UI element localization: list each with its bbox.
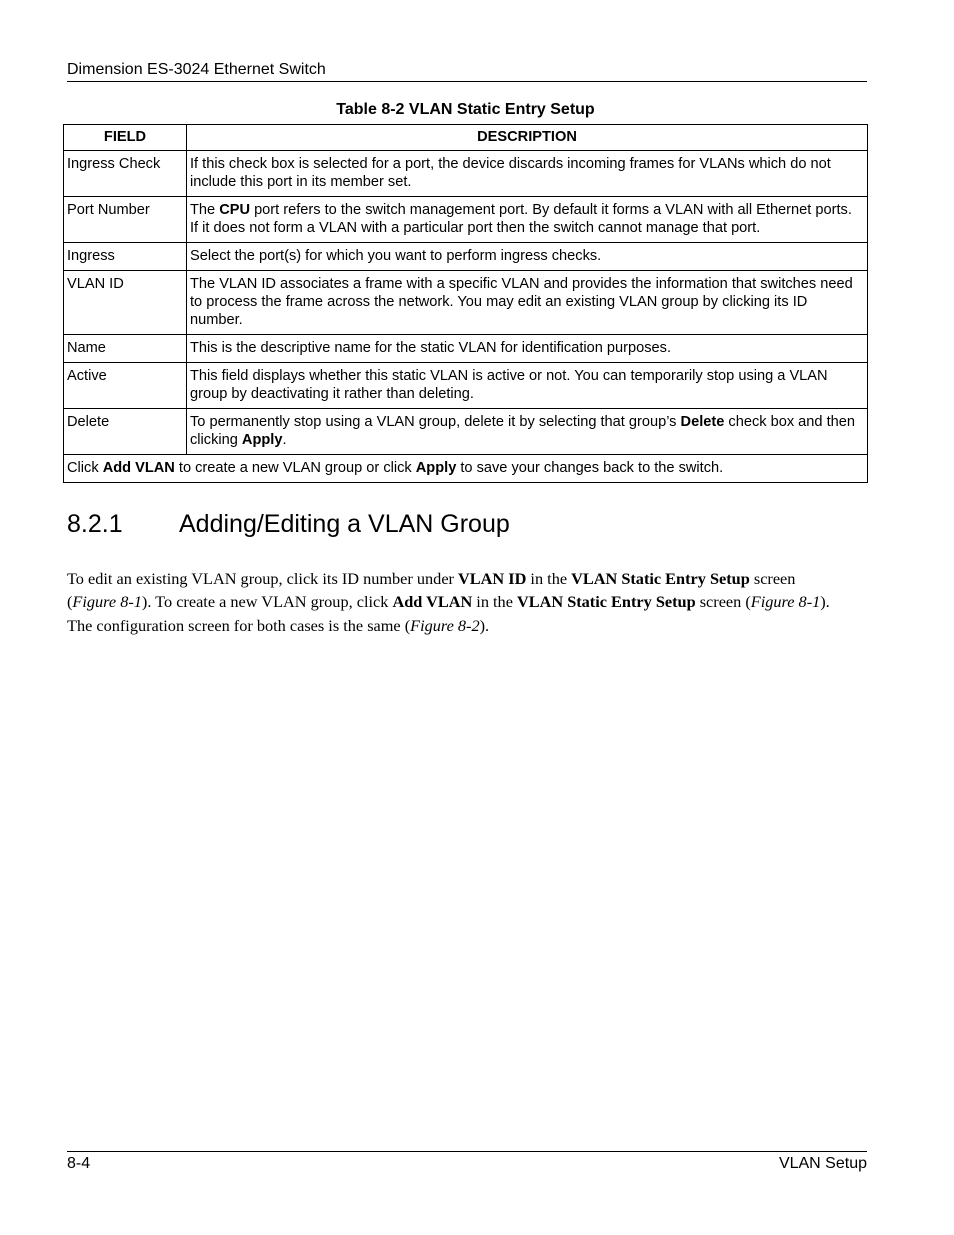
description-cell: If this check box is selected for a port, the device discards incoming frames for VLANs which do not include this port in its member set. <box>187 151 868 197</box>
table-footer-row <box>64 455 868 483</box>
figure-reference: Figure 8-2 <box>410 615 480 635</box>
page-number: 8-4 <box>67 1155 91 1172</box>
table-row <box>64 335 868 363</box>
table-row <box>64 409 868 455</box>
description-cell: This field displays whether this static VLAN is active or not. You can temporarily stop using a VLAN group by deactivating it rather than deleting. <box>187 363 868 409</box>
figure-reference: Figure 8-1 <box>72 592 142 612</box>
table-caption: Table 8-2 VLAN Static Entry Setup <box>336 101 595 118</box>
field-cell: Name <box>64 335 187 363</box>
field-cell: Ingress Check <box>64 151 187 197</box>
field-cell: Active <box>64 363 187 409</box>
table-row <box>64 363 868 409</box>
section-number: 8.2.1 <box>67 510 123 538</box>
figure-reference: Figure 8-1 <box>750 592 821 612</box>
table-footer-note: Click Add VLAN to create a new VLAN group or click Apply to save your changes back to the switch. <box>64 455 868 483</box>
page-footer <box>67 1151 867 1174</box>
chapter-name: VLAN Setup <box>778 1155 867 1172</box>
column-header-field: FIELD <box>64 125 187 151</box>
vlan-static-entry-table <box>63 124 868 483</box>
description-cell: This is the descriptive name for the static VLAN for identification purposes. <box>187 335 868 363</box>
field-cell: Port Number <box>64 197 187 243</box>
description-cell: The CPU port refers to the switch management port. By default it forms a VLAN with all Ethernet ports. If it does not form a VLAN with a particular port then the switch cannot manage that port. <box>187 197 868 243</box>
section-heading <box>67 508 867 540</box>
table-header-row <box>64 125 868 151</box>
description-cell: To permanently stop using a VLAN group, delete it by selecting that group’s Delete check box and then clicking Apply. <box>187 409 868 455</box>
table-row <box>64 197 868 243</box>
field-cell: VLAN ID <box>64 271 187 335</box>
description-cell: Select the port(s) for which you want to perform ingress checks. <box>187 243 868 271</box>
field-cell: Delete <box>64 409 187 455</box>
field-cell: Ingress <box>64 243 187 271</box>
body-paragraph: To edit an existing VLAN group, click its ID number under VLAN ID in the VLAN Static Entry Setup screen (Figure 8-1). To create a new VLAN group, click Add VLAN in the VLAN Static Entry Setup screen (Figure 8-1). The configuration screen for both cases is the same (Figure 8-2). <box>67 569 830 635</box>
table-row <box>64 243 868 271</box>
table-row <box>64 271 868 335</box>
section-title: Adding/Editing a VLAN Group <box>179 510 510 538</box>
column-header-description: DESCRIPTION <box>187 125 868 151</box>
description-cell: The VLAN ID associates a frame with a specific VLAN and provides the information that switches need to process the frame across the network. You may edit an existing VLAN group by clicking its ID number. <box>187 271 868 335</box>
page-header: Dimension ES-3024 Ethernet Switch <box>67 60 867 82</box>
table-row <box>64 151 868 197</box>
